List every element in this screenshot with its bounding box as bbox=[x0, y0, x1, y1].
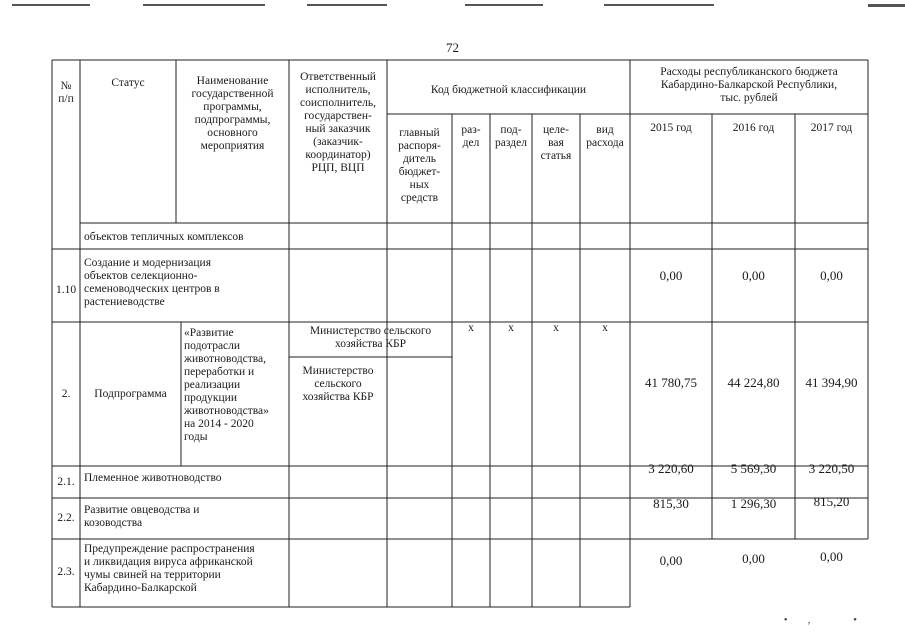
row-name: Предупреждение распространения и ликвидация вируса африканской чумы свиней на территории Кабардино-Балкарской bbox=[84, 543, 255, 594]
value-2017: 3 220,50 bbox=[808, 461, 855, 476]
value-2017: 0,00 bbox=[820, 268, 843, 283]
value-2015: 0,00 bbox=[659, 553, 683, 568]
value-2016: 5 569,30 bbox=[730, 461, 777, 476]
header-year-2015: 2015 год bbox=[650, 122, 692, 134]
row-name: «Развитие подотрасли животноводства, переработки и реализации продукции животноводства» на 2014 - 2020 годы bbox=[184, 327, 269, 443]
value-2017: 0,00 bbox=[820, 549, 843, 564]
value-2015: 3 220,60 bbox=[648, 461, 694, 476]
value-2015: 0,00 bbox=[659, 268, 683, 283]
header-code-type: вид расхода bbox=[586, 124, 624, 149]
value-2017: 41 394,90 bbox=[805, 375, 858, 390]
value-2016: 0,00 bbox=[742, 551, 765, 566]
header-code-target: целе- вая статья bbox=[540, 124, 572, 162]
header-code-main-manager: главный распоря- дитель бюджет- ных средств bbox=[398, 127, 441, 204]
header-code-subsection: под- раздел bbox=[495, 124, 527, 149]
row-num: 1.10 bbox=[55, 284, 77, 296]
header-year-2017: 2017 год bbox=[810, 122, 853, 134]
header-budget-code: Код бюджетной классификации bbox=[430, 84, 587, 96]
value-2016: 44 224,80 bbox=[727, 375, 780, 390]
header-code-section: раз- дел bbox=[461, 124, 481, 149]
page-number: 72 bbox=[446, 40, 459, 55]
row-responsible-secondary: Министерство сельского хозяйства КБР bbox=[302, 365, 374, 403]
scan-marks: •, • bbox=[783, 614, 877, 626]
header-status: Статус bbox=[111, 77, 145, 89]
row-code-subsection: х bbox=[508, 322, 514, 334]
row-name: Развитие овцеводства и козоводства bbox=[84, 504, 200, 529]
row-num: 2.1. bbox=[57, 476, 75, 488]
value-2015: 41 780,75 bbox=[645, 375, 697, 390]
header-num: № п/п bbox=[58, 80, 74, 105]
row-name: объектов тепличных комплексов bbox=[84, 231, 244, 243]
row-code-target: х bbox=[553, 322, 559, 334]
row-name: Племенное животноводство bbox=[84, 472, 222, 484]
row-num: 2. bbox=[61, 388, 71, 400]
value-2016: 0,00 bbox=[742, 268, 765, 283]
row-name: Создание и модернизация объектов селекционно- семеноводческих центров в растениеводстве bbox=[84, 257, 220, 308]
row-code-section: х bbox=[468, 322, 474, 334]
value-2015: 815,30 bbox=[653, 496, 689, 511]
header-expenses: Расходы республиканского бюджета Кабардино-Балкарской Республики, тыс. рублей bbox=[660, 66, 838, 104]
row-code-type: х bbox=[602, 322, 608, 334]
header-year-2016: 2016 год bbox=[732, 122, 775, 134]
row-num: 2.3. bbox=[57, 566, 75, 578]
header-name: Наименование государственной программы, подпрограммы, основного мероприятия bbox=[191, 75, 274, 152]
header-responsible: Ответственный исполнитель, соисполнитель, государствен- ный заказчик (заказчик- координатор) РЦП, ВЦП bbox=[300, 71, 376, 174]
row-responsible-primary: Министерство сельского хозяйства КБР bbox=[309, 325, 432, 350]
value-2016: 1 296,30 bbox=[730, 496, 777, 511]
value-2017: 815,20 bbox=[813, 494, 850, 509]
row-status: Подпрограмма bbox=[94, 388, 167, 400]
row-num: 2.2. bbox=[57, 512, 75, 524]
